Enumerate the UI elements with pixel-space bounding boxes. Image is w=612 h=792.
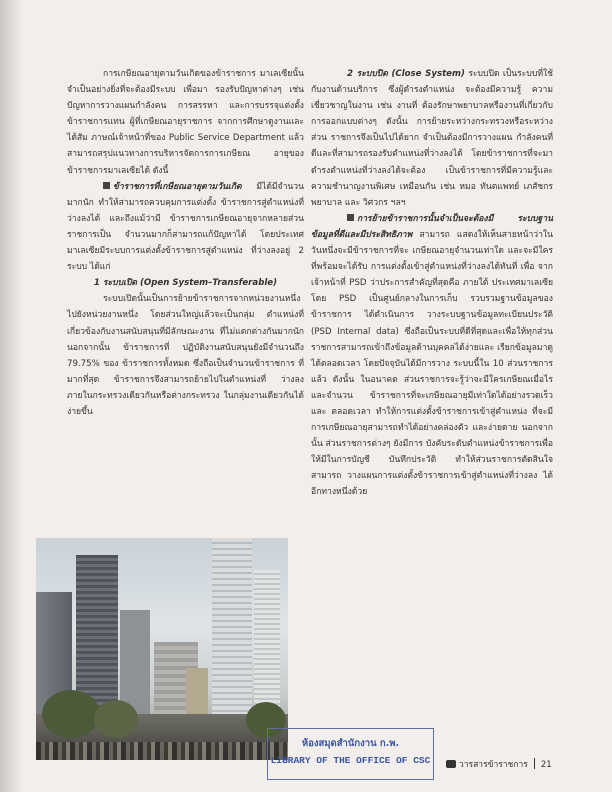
text-line: ราชการจึงเป็นไปได้ยาก จำเป็นต้องมีการวางแผน	[330, 133, 513, 144]
text-line: ในกลุ่มงานเดียวกันได้ง่ายขึ้น	[67, 390, 304, 417]
text-line: มาเลเซียนั้นจำเป็นอย่างยิ่งที่จะต้องมีระบบ เพื่อมา	[67, 69, 304, 96]
text-line: และ วิศวกร ฯลฯ	[344, 197, 406, 208]
text-line: ต้องรักษาพยาบาลหรืองานที่เกี่ยวกับการออกแบบต่างๆ	[311, 101, 554, 128]
text-line: วางระบบฐานข้อมูลทะเบียนประวัติ (PSD Internal	[311, 310, 553, 337]
pedestrians-shape	[36, 742, 288, 760]
text-line: การเกษียณอายุตามวันเกิดของข้าราชการ	[103, 69, 256, 79]
text-line: การแต่งตั้งเข้าสู่ตำแหน่งที่ว่างลงได้ทันที่ เพื่อ	[370, 262, 535, 273]
stamp-thai-line: ห้องสมุดสำนักงาน ก.พ.	[301, 738, 400, 749]
building-shape	[254, 570, 280, 720]
magazine-name: วารสารข้าราชการ	[459, 760, 528, 770]
text-line: รองรับปัญหาต่างๆ เช่น ปัญหาการวางแผนกำลังคน	[67, 85, 304, 112]
text-line: ข้าราชการสู่ตำแหน่งที่ว่างลงได้ และถึงแม้ว่ามี	[67, 197, 304, 224]
close-system-lead: ระบบปิด	[468, 69, 500, 79]
stamp-english-line: LIBRARY OF THE OFFICE OF CSC	[270, 755, 431, 766]
page-footer	[446, 757, 552, 771]
paragraph-close-system	[311, 66, 553, 211]
text-line: แสดงให้เห็นสายหน้าว่าในวันหนึ่งจะมีข้าราชการที่จะ	[311, 229, 553, 257]
text-line: ข้าราชการเกษียณอายุจากหลายส่วนราชการเป็น	[67, 213, 304, 240]
text-line: ประเทศมาเลเซียโดย PSD เป็นศูนย์กลางในการเก็บ	[311, 278, 554, 305]
text-line: ส่วนราชการจะรู้ว่าจะมีใครเกษียณเมื่อไร และจำนวน	[311, 374, 554, 401]
page-number: 21	[540, 760, 552, 770]
text-line: ข้าราชการทั้งหมด ซึ่งถือเป็นจำนวนข้าราชการ	[122, 358, 295, 369]
text-line: ไปยังหน่วยงานหนึ่ง โดยส่วนใหญ่แล้วจะเป็นกลุ่ม	[67, 310, 255, 321]
paragraph-database	[311, 211, 553, 501]
database-lead: สามารถ	[419, 229, 450, 240]
text-line: อายุของข้าราชการมาเลเซียได้ ดังนี้	[67, 149, 304, 176]
text-line: เกษียณอายุจำนวนเท่าใด และจะมีใครที่พร้อมจะได้รับ	[311, 246, 553, 273]
text-line: การสรรหา และการบรรจุแต่งตั้งข้าราชการแทน	[67, 101, 304, 128]
retirement-heading: ข้าราชการที่เกษียณอายุตามวันเกิด	[113, 181, 242, 192]
text-line: ดังนั้น การย้ายระหว่างกระทรวงหรือระหว่างส่วน	[311, 117, 554, 144]
open-system-heading: 1 ระบบเปิด (Open System–Transferable)	[93, 278, 278, 289]
text-line: มีได้มีจำนวนมากนัก ทำให้สามารถควบคุมการแต่งตั้ง	[67, 181, 304, 208]
city-skyline-photo	[36, 538, 288, 760]
text-line: กำลังคนที่ดีและที่สามารถรองรับตำแหน่งที่ว่างลงได้	[311, 133, 553, 160]
library-stamp	[267, 728, 434, 780]
text-line: ที่จะมีการเกษียณอายุสามารถทำได้อย่างคล่องตัว	[311, 406, 554, 434]
text-line: เหมือนกัน เช่น หมอ ทันตแพทย์ เภสัชกร พยาบาล	[311, 181, 554, 208]
text-line: ปฏิบัติงานสนับสนุนยังมีจำนวนถึง 79.75% ของ	[67, 342, 304, 369]
text-line: data) ซึ่งถือเป็นระบบที่ดีที่สุดและเพื่อให้ทุกส่วน	[376, 326, 553, 337]
text-line: รวบรวมฐานข้อมูลของข้าราชการ ได้ดำเนินการ	[311, 294, 553, 321]
building-shape	[212, 538, 252, 720]
text-line: ตำแหน่งที่เกี่ยวข้องกับงานสนับสนุนที่มีลักษณะงาน	[67, 310, 304, 337]
text-line: ข้าราชการที่จะเกษียณอายุมีเท่าใดได้อย่างรวดเร็วและ	[311, 390, 553, 417]
database-heading-1: การย้ายข้าราชการนั้นจำเป็นจะต้องมี	[357, 213, 494, 224]
tree-shape	[94, 700, 138, 738]
magazine-logo-icon	[446, 760, 456, 768]
right-column	[311, 66, 553, 501]
text-line: จะต้องมีความรู้ ความเชี่ยวชาญในงาน เช่น งานที่	[311, 85, 553, 112]
text-line: ที่ว่างลงอยู่ 2 ระบบ ได้แก่	[67, 246, 305, 273]
text-line: ราชการสามารถเข้าถึงข้อมูลด้านบุคคลได้ง่ายและ	[311, 342, 495, 353]
text-line: เป็นข้าราชการที่มีความรู้และความชำนาญงานพิเศษ	[311, 165, 553, 192]
text-line: เป็นระบบที่ใช้กับงานด้านบริการ ซึ่งผู้ดำรงตำแหน่ง	[311, 69, 554, 96]
text-line: เรียกข้อมูลมาดูได้ตลอดเวลา โดยปัจจุบันได้มีการวาง	[311, 342, 553, 369]
square-bullet-icon	[347, 214, 354, 221]
text-line: มาเลเซียมีระบบการแต่งตั้งข้าราชการสู่ตำแหน่ง	[67, 246, 243, 257]
text-line: ว่างลงภายในกระทรวงเดียวกันหรือต่างกระทรวง	[67, 374, 304, 401]
left-column	[67, 66, 304, 420]
text-line: บันทึกประวัติ ทำให้ส่วนราชการตัดสินใจ สามารถ	[311, 455, 553, 482]
paragraph-intro	[67, 66, 304, 179]
text-line: ที่มากที่สุด ข้าราชการจึงสามารถย้ายไปในตำแหน่งที่	[67, 358, 305, 385]
text-line: ระบบนี้ใน 10 ส่วนราชการแล้ว ดังนั้น ในอนาคต	[311, 358, 553, 385]
square-bullet-icon	[103, 182, 110, 189]
paragraph-retirement	[67, 179, 304, 276]
text-line: ระบบเปิดนั้นเป็นการย้ายข้าราชการจากหน่วยงานหนึ่ง	[103, 294, 301, 305]
database-heading-2: ระบบฐานข้อมูลที่ดีและมีประสิทธิภาพ	[311, 213, 553, 240]
scan-edge-shadow	[0, 0, 22, 792]
text-line: บังคับระดับตำแหน่งข้าราชการเพื่อให้มีในการบัญชี	[311, 439, 553, 466]
text-line: วางแผนการแต่งตั้งข้าราชการเข้าสู่ตำแหน่งที่ว่างลง	[347, 471, 538, 482]
text-line: และง่ายดาย นอกจากนั้น ส่วนราชการต่างๆ ยังมีการ	[311, 423, 553, 450]
text-line: จำนวนมากก็สามารถแก้ปัญหาได้ โดยประเทศ	[124, 229, 304, 240]
text-line: โดยข้าราชการที่จะมาดำรงตำแหน่งที่ว่างลงได้จะต้อง	[311, 149, 553, 176]
text-line: ตลอดเวลา ทำให้การแต่งตั้งข้าราชการเข้าสู่ตำแหน่ง	[331, 406, 528, 417]
text-line: สามารถสรุปแนวทางการบริหารจัดการการเกษียณ	[67, 149, 251, 160]
text-line: ผู้ที่เกษียณอายุราชการ จากการศึกษาดูงานและได้สัม	[67, 117, 304, 144]
paragraph-open-system	[67, 291, 304, 420]
close-system-heading: 2 ระบบปิด (Close System)	[347, 69, 465, 79]
text-line: ที่ไม่แตกต่างกันมากนัก นอกจากนั้น ข้าราชการที่	[67, 326, 304, 353]
text-line: จากเจ้าหน้าที่ PSD ว่าประการสำคัญที่สุดคือ ภายใต้	[311, 262, 553, 289]
text-line: ภาษณ์เจ้าหน้าที่ของ Public Service Department แล้ว	[91, 133, 304, 144]
tree-shape	[42, 690, 100, 738]
footer-divider	[534, 758, 535, 769]
building-shape	[186, 668, 208, 720]
text-line: ได้อีกทางหนึ่งด้วย	[311, 471, 553, 498]
